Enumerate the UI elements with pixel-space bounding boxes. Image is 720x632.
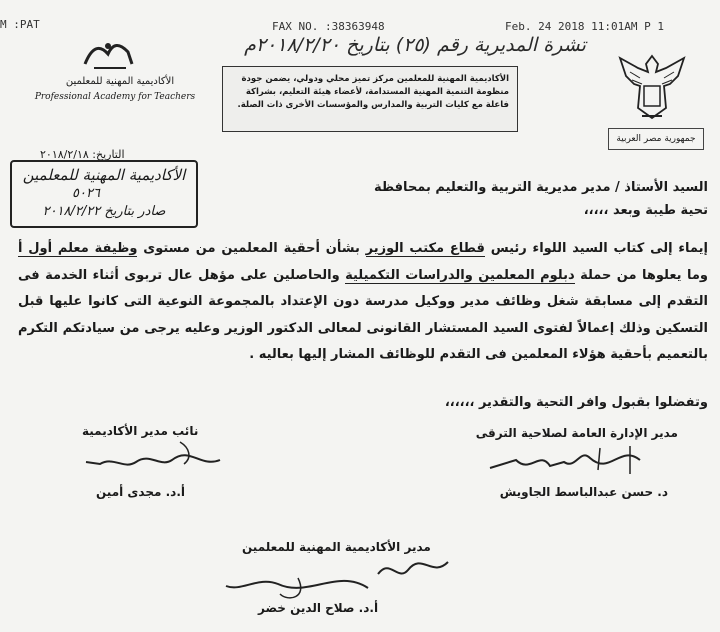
left-signature-icon [80,438,230,482]
handwritten-note: تشرة المديرية رقم (٢٥) بتاريخ ٢٠١٨/٢/٢٠م [244,34,586,56]
underlined-grade: وظيفة معلم أول أ [18,241,138,256]
fax-number: FAX NO. :38363948 [272,20,385,33]
right-signer-name: د. حسن عبدالباسط الجاويش [499,485,668,499]
center-signer-title: مدير الأكاديمية المهنية للمعلمين [242,540,431,554]
eagle-emblem [612,50,692,126]
greeting-line: تحية طيبة وبعد ،،،،، [583,203,708,218]
closing-line: وتفضلوا بقبول وافر التحية والتقدير ،،،،،، [444,395,708,410]
outgoing-stamp [10,160,198,228]
stamp-issued-date: صادر بتاريخ ٢٠١٨/٢/٢٢ [42,204,166,219]
academy-name-en: Professional Academy for Teachers [34,92,196,102]
recipient-line: السيد الأستاذ / مدير مديرية التربية والتعليم بمحافظة [374,180,708,195]
center-signature-icon [218,548,458,604]
para-part-b: بشأن أحقية المعلمين من مستوى [137,241,366,256]
fax-header-left: M :PAT [0,18,40,31]
letter-paragraph [18,236,708,369]
mission-statement: الأكاديمية المهنية للمعلمين مركز تميز محلي ودولي، يضمن جودة منظومة التنمية المهنية المستدامة، لأعضاء هيئة التعليم، بشراكة فاعلة مع كليات التربية والمدارس والمؤسسات الأخرى ذات الصلة. [222,66,518,132]
right-signer-title: مدير الإدارة العامة لصلاحية الترقى [475,426,678,440]
para-part-a: إيماء إلى كتاب السيد اللواء رئيس [484,241,708,256]
academy-logo-icon [80,34,140,74]
left-signer-name: أ.د. مجدى أمين [96,485,185,499]
para-part-c: وما يعلوها من حملة [574,267,708,283]
underlined-office: قطاع مكتب الوزير [365,241,485,256]
fax-datetime: Feb. 24 2018 11:01AM P 1 [505,20,664,33]
stamp-name: الأكاديمية المهنية للمعلمين [22,166,186,184]
underlined-diploma: دبلوم المعلمين والدراسات التكميلية [345,267,575,283]
republic-label: جمهورية مصر العربية [608,128,704,150]
left-signer-title: نائب مدير الأكاديمية [82,424,199,438]
para-part-d: والحاصلين على مؤهل عال تربوى أثناء الخدمة فى التقدم إلى مسابقة شغل وظائف مدير ووكيل مدرسة دون الإعتداد بالمجموعة النوعية التى كانوا عليها قبل التسكين وذلك إعمالاً لفتوى السيد المستشار القانونى لمعالى الدكتور الوزير وعليه يرجى من سيادتكم التكرم بالتعميم بأحقية هؤلاء المعلمين فى التقدم للوظائف المشار إليها بعاليه . [18,267,708,362]
stamp-number: ٥٠٢٦ [72,186,100,201]
academy-name-ar: الأكاديمية المهنية للمعلمين [65,76,175,87]
letter-date: التاريخ: ٢٠١٨/٢/١٨ [40,148,125,161]
right-signature-icon [480,440,650,484]
eagle-icon [612,50,692,126]
center-signer-name: أ.د. صلاح الدين خضر [258,601,379,615]
